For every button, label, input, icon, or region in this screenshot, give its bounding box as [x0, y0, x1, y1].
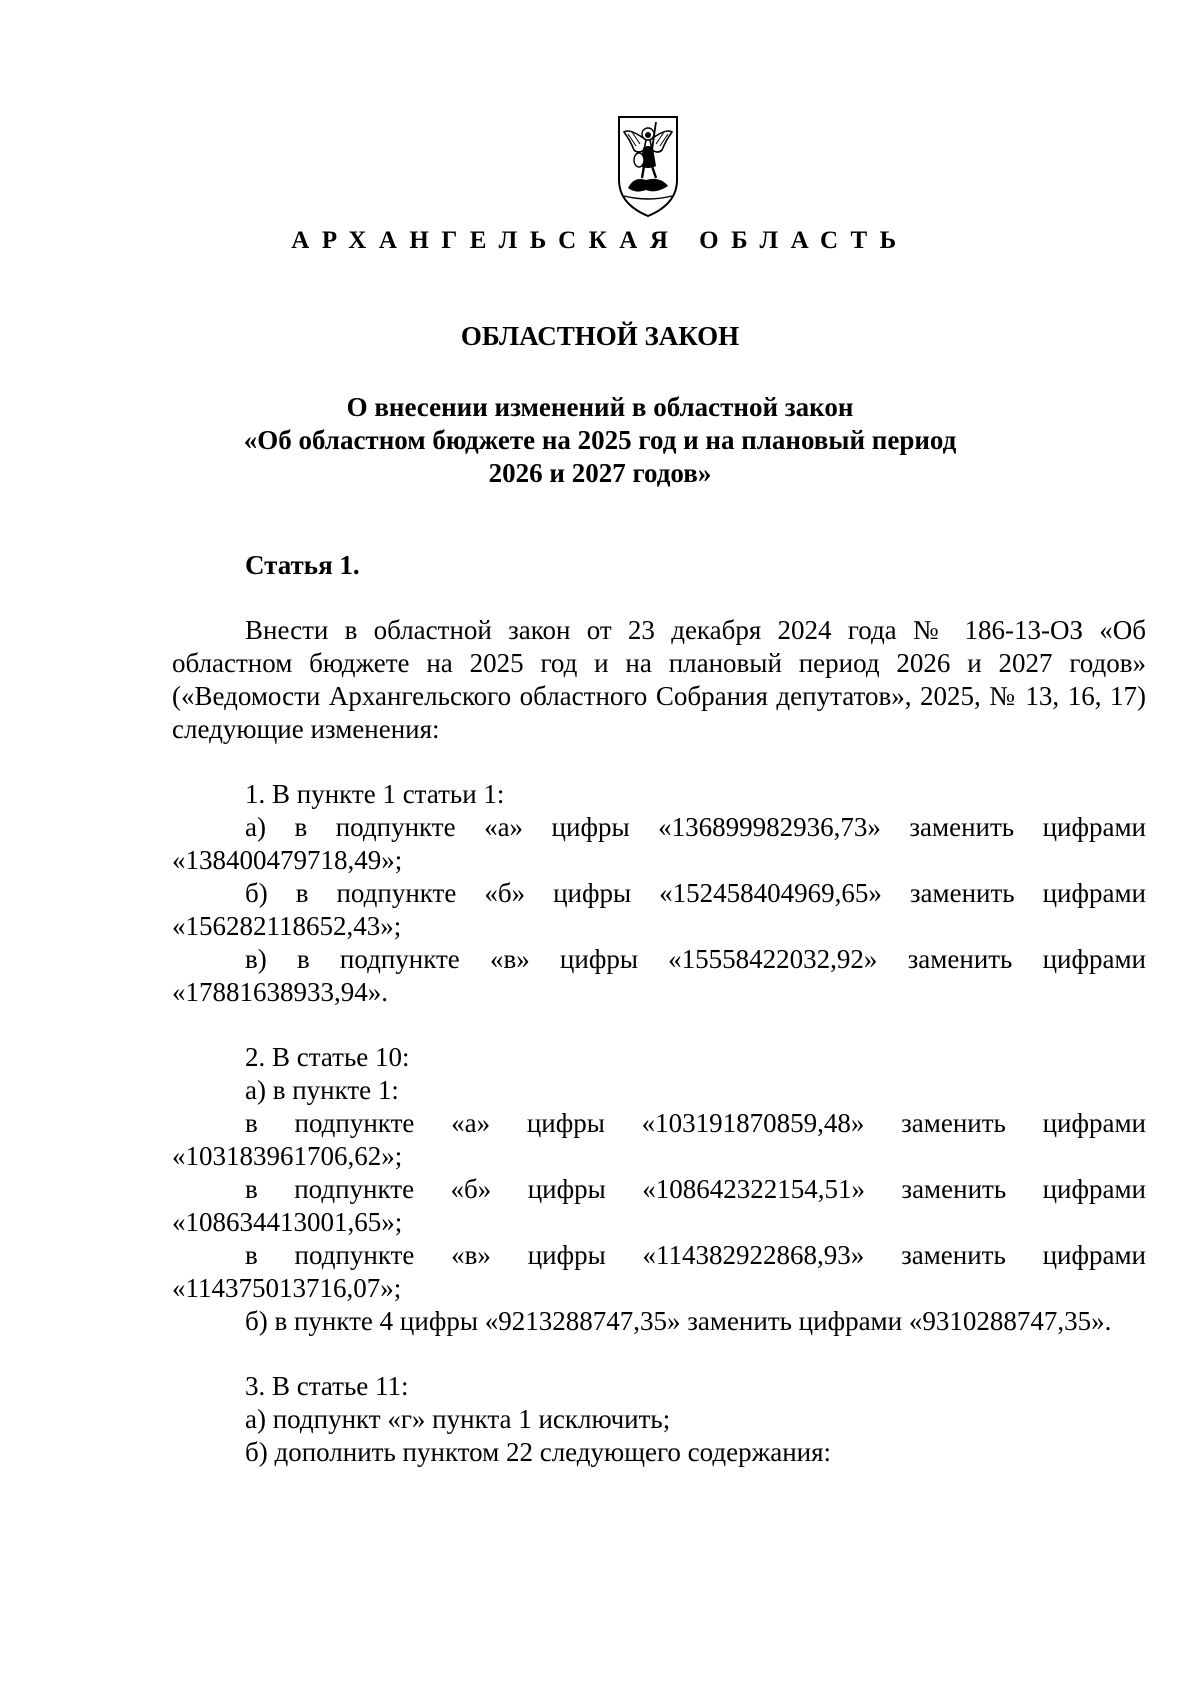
item-heading: 1. В пункте 1 статьи 1:	[245, 779, 505, 809]
region-name: АРХАНГЕЛЬСКАЯ ОБЛАСТЬ	[291, 227, 909, 254]
law-type: ОБЛАСТНОЙ ЗАКОН	[460, 321, 740, 351]
subitem-heading: а) в пункте 1:	[245, 1075, 399, 1105]
subitem: в) в подпункте «в» цифры «15558422032,92» заменить цифрами «17881638933,94».	[172, 944, 1146, 1007]
subitem: б) дополнить пунктом 22 следующего содержания:	[245, 1437, 832, 1467]
law-title	[0, 391, 1200, 490]
law-title-line: «Об областном бюджете на 2025 год и на плановый период	[243, 425, 957, 455]
subitem: а) в подпункте «а» цифры «136899982936,73» заменить цифрами «138400479718,49»;	[172, 812, 1146, 875]
coat-of-arms-icon	[616, 114, 680, 220]
item-heading: 3. В статье 11:	[245, 1371, 409, 1401]
article-intro: Внести в областной закон от 23 декабря 2024 года № 186-13-ОЗ «Об областном бюджете на 2025 год и на плановый период 2026 и 2027 годов» («Ведомости Архангельского областного Собрания депутатов», 2025, № 13, 16, 17) следующие изменения:	[172, 615, 1146, 744]
law-title-line: 2026 и 2027 годов»	[488, 458, 712, 488]
article-heading: Статья 1.	[245, 550, 360, 580]
subitem: а) подпункт «г» пункта 1 исключить;	[245, 1404, 671, 1434]
law-body	[172, 549, 1146, 1469]
subitem: б) в пункте 4 цифры «9213288747,35» заменить цифрами «9310288747,35».	[245, 1306, 1112, 1336]
subitem: б) в подпункте «б» цифры «152458404969,65» заменить цифрами «156282118652,43»;	[172, 878, 1146, 941]
subitem: в подпункте «в» цифры «114382922868,93» заменить цифрами «114375013716,07»;	[172, 1240, 1146, 1303]
law-title-line: О внесении изменений в областной закон	[346, 392, 854, 422]
subitem: в подпункте «б» цифры «108642322154,51» заменить цифрами «108634413001,65»;	[172, 1174, 1146, 1237]
item-heading: 2. В статье 10:	[245, 1042, 410, 1072]
subitem: в подпункте «а» цифры «103191870859,48» заменить цифрами «103183961706,62»;	[172, 1108, 1146, 1171]
